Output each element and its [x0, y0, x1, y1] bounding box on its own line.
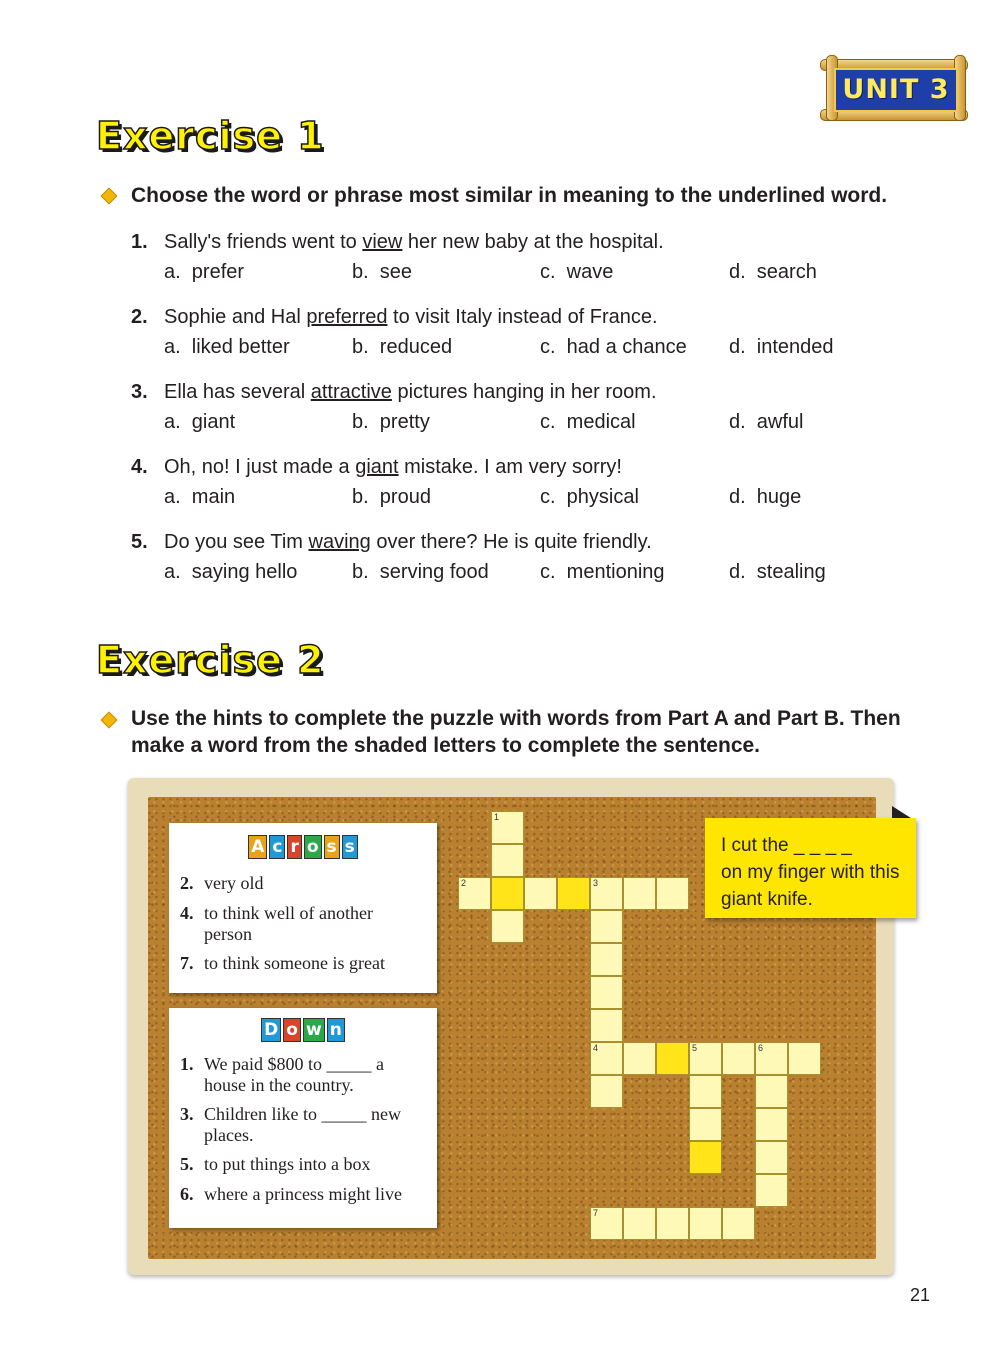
crossword-cell-shaded[interactable] — [491, 877, 524, 910]
question-text: Do you see Tim waving over there? He is quite friendly. — [164, 531, 652, 553]
crossword-cell[interactable] — [656, 1207, 689, 1240]
crossword-cell[interactable] — [689, 1075, 722, 1108]
crossword-cell[interactable] — [623, 1207, 656, 1240]
answer-option[interactable]: c. medical — [540, 411, 636, 433]
crossword-cell[interactable] — [722, 1207, 755, 1240]
question-number: 5. — [131, 531, 148, 553]
clue-number: 3 — [593, 878, 599, 888]
crossword-cell[interactable] — [491, 844, 524, 877]
crossword-cell[interactable] — [491, 811, 524, 844]
crossword-cell[interactable] — [755, 1075, 788, 1108]
page-number: 21 — [910, 1285, 931, 1305]
answer-option[interactable]: a. saying hello — [164, 561, 298, 583]
across-heading — [169, 835, 437, 859]
across-hint-2: 2. very old — [180, 873, 264, 893]
crossword-cell-shaded[interactable] — [557, 877, 590, 910]
unit-label: UNIT 3 — [834, 68, 958, 112]
crossword-cell[interactable] — [590, 1207, 623, 1240]
answer-option[interactable]: b. proud — [352, 486, 431, 508]
crossword-cell-shaded[interactable] — [656, 1042, 689, 1075]
question-text: Sophie and Hal preferred to visit Italy instead of France. — [164, 306, 658, 328]
crossword-cell[interactable] — [590, 910, 623, 943]
crossword-cell[interactable] — [590, 1075, 623, 1108]
crossword-cell[interactable] — [623, 1042, 656, 1075]
underlined-word: view — [362, 231, 403, 253]
clue-number: 4 — [593, 1043, 599, 1053]
answer-option[interactable]: d. awful — [729, 411, 804, 433]
underlined-word: attractive — [310, 381, 392, 403]
question-number: 3. — [131, 381, 148, 403]
crossword-cell[interactable] — [755, 1042, 788, 1075]
crossword-cell[interactable] — [755, 1141, 788, 1174]
crossword-cell[interactable] — [689, 1207, 722, 1240]
question-text: Oh, no! I just made a giant mistake. I am very sorry! — [164, 456, 622, 478]
answer-option[interactable]: d. stealing — [729, 561, 826, 583]
clue-number: 2 — [461, 878, 467, 888]
heading-letter-tile: s — [342, 835, 358, 859]
heading-letter-tile: n — [327, 1018, 345, 1042]
answer-option[interactable]: a. main — [164, 486, 236, 508]
answer-option[interactable]: c. mentioning — [540, 561, 665, 583]
crossword-cell[interactable] — [722, 1042, 755, 1075]
exercise1-instruction: Choose the word or phrase most similar in meaning to the underlined word. — [131, 184, 888, 207]
answer-option[interactable]: c. wave — [540, 261, 614, 283]
crossword-cell[interactable] — [623, 877, 656, 910]
crossword-cell[interactable] — [689, 1042, 722, 1075]
answer-option[interactable]: d. intended — [729, 336, 834, 358]
down-hint-5: 5. to put things into a box — [180, 1154, 371, 1174]
crossword-cell[interactable] — [590, 943, 623, 976]
answer-option[interactable]: b. see — [352, 261, 413, 283]
note-line3: giant knife. — [721, 889, 813, 910]
bullet-diamond-icon — [101, 712, 118, 729]
heading-letter-tile: D — [261, 1018, 281, 1042]
exercise2-title: Exercise 2 — [96, 638, 325, 682]
answer-option[interactable]: c. physical — [540, 486, 639, 508]
answer-option[interactable]: b. pretty — [352, 411, 430, 433]
note-line1: I cut the _ _ _ _ — [721, 835, 852, 856]
crossword-cell[interactable] — [788, 1042, 821, 1075]
clue-number: 1 — [494, 812, 500, 822]
heading-letter-tile: A — [248, 835, 267, 859]
question-number: 2. — [131, 306, 148, 328]
clue-number: 7 — [593, 1208, 599, 1218]
down-card — [169, 1008, 437, 1228]
crossword-cell[interactable] — [590, 1009, 623, 1042]
across-hint-4: 4. to think well of another person — [180, 903, 373, 944]
down-hint-6: 6. where a princess might live — [180, 1184, 402, 1204]
answer-option[interactable]: b. reduced — [352, 336, 453, 358]
note-line2: on my finger with this — [721, 862, 900, 883]
crossword-cell[interactable] — [491, 910, 524, 943]
underlined-word: giant — [355, 456, 399, 478]
answer-option[interactable]: a. liked better — [164, 336, 290, 358]
bullet-diamond-icon — [101, 188, 118, 205]
clue-number: 5 — [692, 1043, 698, 1053]
crossword-cell[interactable] — [590, 976, 623, 1009]
crossword-cell[interactable] — [458, 877, 491, 910]
heading-letter-tile: o — [283, 1018, 301, 1042]
across-card — [169, 823, 437, 993]
answer-option[interactable]: d. search — [729, 261, 817, 283]
heading-letter-tile: o — [304, 835, 322, 859]
crossword-cell[interactable] — [656, 877, 689, 910]
answer-option[interactable]: b. serving food — [352, 561, 489, 583]
crossword-cell[interactable] — [590, 877, 623, 910]
answer-option[interactable]: d. huge — [729, 486, 802, 508]
sticky-note — [705, 818, 916, 918]
exercise1-title: Exercise 1 — [96, 114, 325, 158]
heading-letter-tile: s — [324, 835, 340, 859]
exercise2-instruction-line1: Use the hints to complete the puzzle with words from Part A and Part B. Then — [131, 707, 901, 730]
answer-option[interactable]: c. had a chance — [540, 336, 687, 358]
crossword-cell-shaded[interactable] — [689, 1141, 722, 1174]
unit-badge — [818, 55, 970, 121]
down-hint-3: 3. Children like to _____ new places. — [180, 1104, 401, 1145]
crossword-cell[interactable] — [524, 877, 557, 910]
crossword-cell[interactable] — [755, 1174, 788, 1207]
heading-letter-tile: w — [303, 1018, 325, 1042]
answer-option[interactable]: a. giant — [164, 411, 236, 433]
heading-letter-tile: c — [269, 835, 285, 859]
question-number: 1. — [131, 231, 148, 253]
clue-number: 6 — [758, 1043, 764, 1053]
heading-letter-tile: r — [287, 835, 301, 859]
answer-option[interactable]: a. prefer — [164, 261, 245, 283]
underlined-word: preferred — [306, 306, 388, 328]
question-number: 4. — [131, 456, 148, 478]
underlined-word: waving — [308, 531, 371, 553]
across-hint-7: 7. to think someone is great — [180, 953, 385, 973]
crossword-cell[interactable] — [689, 1108, 722, 1141]
question-text: Ella has several attractive pictures hanging in her room. — [164, 381, 657, 403]
crossword-cell[interactable] — [755, 1108, 788, 1141]
down-heading — [169, 1018, 437, 1042]
exercise2-instruction-line2: make a word from the shaded letters to complete the sentence. — [131, 734, 761, 757]
question-text: Sally's friends went to view her new baby at the hospital. — [164, 231, 664, 253]
down-hint-1: 1. We paid $800 to _____ a house in the country. — [180, 1054, 385, 1095]
crossword-cell[interactable] — [590, 1042, 623, 1075]
